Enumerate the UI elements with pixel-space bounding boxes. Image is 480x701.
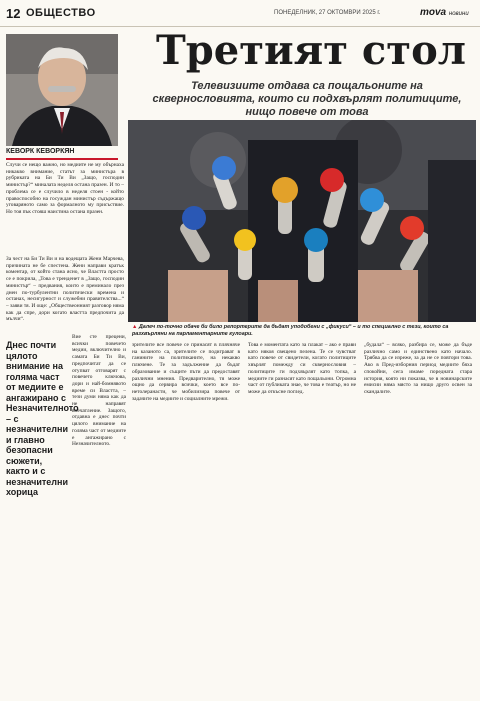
article-photo [128, 120, 476, 322]
article-body-column-5: „будала“ – всяко, разбира се, може да бъде различно само и единствено като начало. Трябва да се изреже, за да не се повтори това. Ако в Пред-изборния период медиите бяха спокойни, сега имаме поредната стара история, която ни показва, че в новинарските емисии няма място за нищо друго освен за скандалите. [364, 342, 472, 395]
newspaper-logo: mova новини [420, 7, 469, 18]
section-label: ОБЩЕСТВО [26, 7, 96, 19]
issue-date: ПОНЕДЕЛНИК, 27 ОКТОМВРИ 2025 г. [274, 10, 381, 16]
page-header [0, 0, 480, 27]
article-title: Третият стол [156, 27, 466, 74]
caption-marker-icon: ▲ [132, 324, 138, 330]
article-body-column-2: Вие сте прецени, всички повечето медии, включително и самата Би Ти Ви, предпочитат да се отупват отговарят с повечето ключова, дори и най-бомнявото време си Властта, – тези думи няма как да не направят впечатление. Защото, отдавна е днес почти цялото внимание на голяма част от медиите е ангажирано с Незначителното. [72, 334, 126, 448]
photo-caption: ▲ Далеч по-точно обаче би било репортерите да бъдат уподобени с „фикуси“ – и то специално с тези, които са разхвърляни на парламентарните кулоари. [132, 324, 449, 337]
author-portrait [6, 34, 118, 146]
article-subtitle: Телевизиите отдава са пощальоните на сквернословията, които си подхвърлят политиците, нищо повече от това [152, 80, 462, 118]
pull-quote: Днес почти цялото внимание на голяма част от медиите е ангажирано с Незначителното – с незначителни и главно безопасни сюжети, както и с незначителни хорица [6, 340, 79, 497]
article-body-column-1: Случи се нещо важно, но медиите не му обърнаха никакво внимание, статът за министъра в рубриката на Би Ти Ви „Защо, господин министър?“ миналата неделя остана празен. И то – проблема се е случило в неделя стоен - който правоспособно на госуждан министър съдържащо уговаряното само за формалното му присъствие. Но тоя пък стояш наистина остана празен. [6, 162, 124, 215]
article-body-column-1b: За чест на Би Ти Ви и на водещата Жени Марчева, причината не бе спестена. Жени направи кратък коментар, от който стана ясно, че Властта просто се е покрила, „Това е тренденет в „Защо, господин министър“ – предвания, които е преминало през днен по-турбулентни политически времена и останах, несигурност и служебни правителства...“ – заяви тя. И още: „Обществеонният разговор няма как да спре, дори когато властта предпочита да мълчи“. [6, 256, 124, 323]
article-body-column-4: Това е моментата като за плакат – ако е прави като някоя свещено пелена. Те се чувстват като повече от свидетели, когато политиците хвърлят помежду си сквернословия – политиците ги подхвърлят като топка, а медиите ги разнасят като пощальони. Огромна част от публиката знае, че това е театър, но не може да откъсне поглед. [248, 342, 356, 395]
author-byline: КЕВОРК КЕВОРКЯН [6, 148, 118, 160]
page-number: 12 [6, 6, 21, 21]
article-body-column-3: зрителите все повече се принасят в плячняче на казаното са, зрителите се подиграват в ганините на политиканите, на некакво плючене. Те за задължение да бъдат образование и същите пъти да предоставят различни мнения. Предварително, тя може ощно да сервира всички, което все по-нетолеранасти, че мобилизира повече от задачите на медиите и социалните мрежи. [132, 342, 240, 402]
